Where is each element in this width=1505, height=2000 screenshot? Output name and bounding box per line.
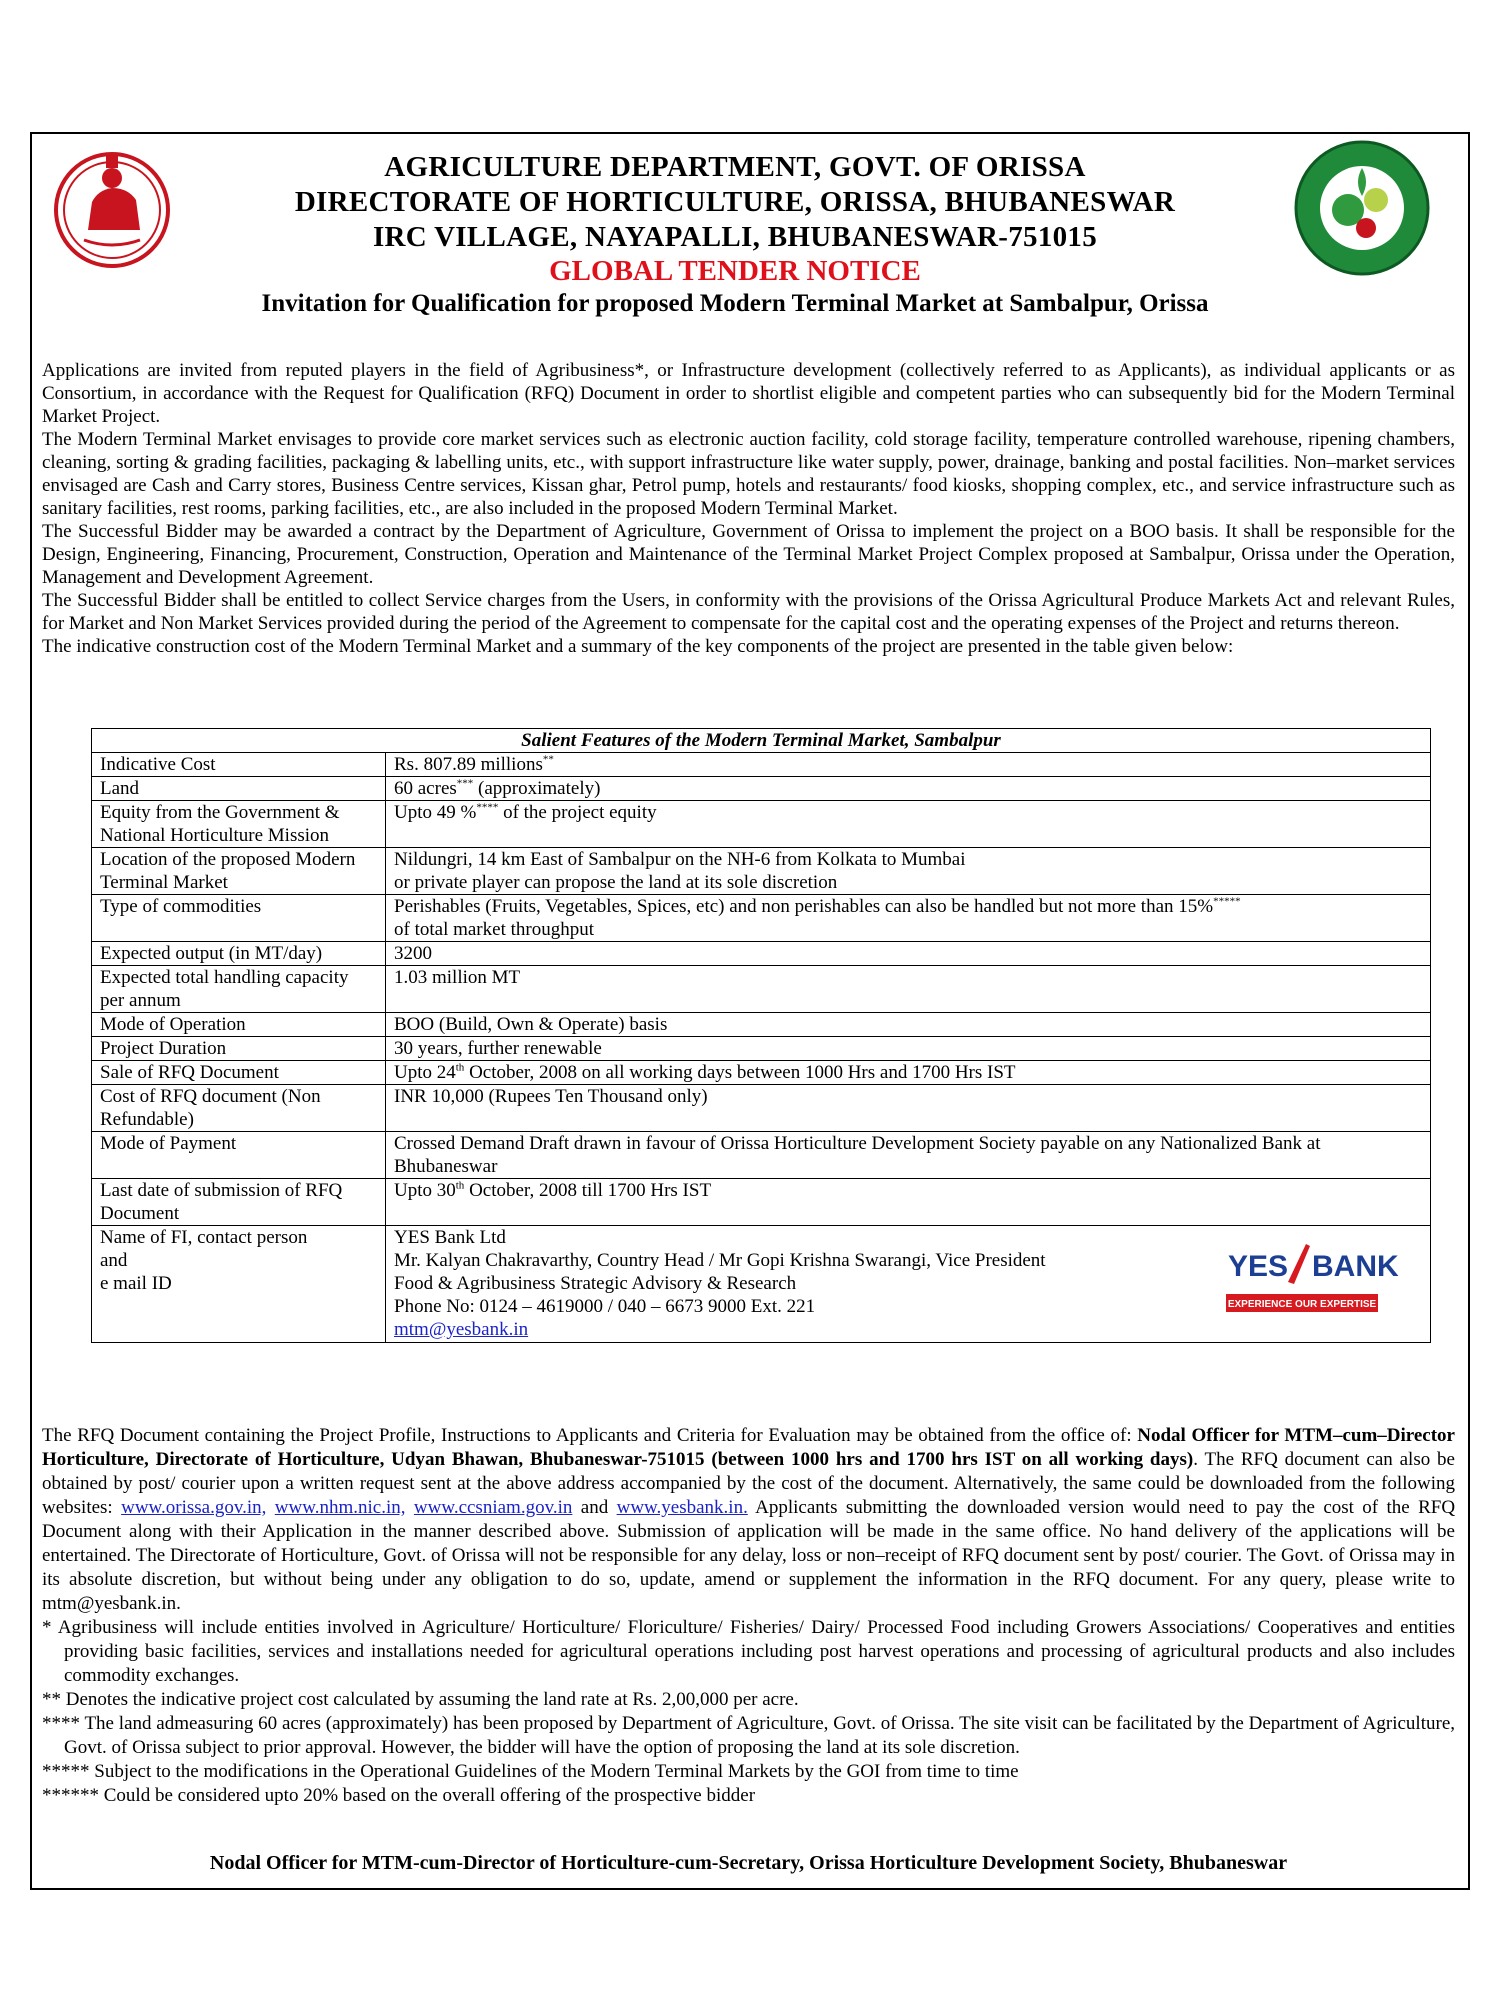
website-link-orissa[interactable]: www.orissa.gov.in, (121, 1497, 267, 1518)
row-label: Last date of submission of RFQ Document (92, 1179, 386, 1226)
row-value: 1.03 million MT (386, 966, 1431, 1013)
table-row (92, 848, 1431, 895)
row-label: Equity from the Government & National Horticulture Mission (92, 801, 386, 848)
intro-text (42, 359, 1455, 658)
notice-subtitle: Invitation for Qualification for proposed Modern Terminal Market at Sambalpur, Orissa (261, 290, 1209, 317)
contact-line: Mr. Kalyan Chakravarthy, Country Head / Mr Gopi Krishna Swarangi, Vice President (394, 1250, 1046, 1271)
contact-value (386, 1226, 1431, 1343)
table-row (92, 1037, 1431, 1061)
footnote: **** The land admeasuring 60 acres (approximately) has been proposed by Department of Agriculture, Govt. of Orissa. The site visit can be facilitated by the Department of Agriculture, Govt. of Orissa subject to prior approval. However, the bidder will have the option of proposing the land at its sole discretion. (42, 1713, 1455, 1758)
row-label: Expected total handling capacity per annum (92, 966, 386, 1013)
footnote: ** Denotes the indicative project cost calculated by assuming the land rate at Rs. 2,00,000 per acre. (42, 1689, 799, 1710)
row-value: Upto 24th October, 2008 on all working days between 1000 Hrs and 1700 Hrs IST (386, 1061, 1431, 1085)
website-link-nhm[interactable]: www.nhm.nic.in, (274, 1497, 406, 1518)
svg-text:BANK: BANK (1312, 1250, 1399, 1283)
website-link-yesbank[interactable]: www.yesbank.in. (616, 1497, 748, 1518)
row-label: Indicative Cost (92, 753, 386, 777)
row-label: Expected output (in MT/day) (92, 942, 386, 966)
signature-line: Nodal Officer for MTM-cum-Director of Horticulture-cum-Secretary, Orissa Horticulture Development Society, Bhubaneswar (209, 1852, 1288, 1874)
notice-header (190, 150, 1280, 320)
svg-text:YES: YES (1228, 1250, 1289, 1283)
paragraph: The indicative construction cost of the Modern Terminal Market and a summary of the key components of the project are presented in the table given below: (42, 636, 1234, 657)
paragraph: Applications are invited from reputed players in the field of Agribusiness*, or Infrastructure development (collectively referred to as Applicants), as individual applicants or as Consortium, in accordance with the Request for Qualification (RFQ) Document in order to shortlist eligible and competent parties who can subsequently bid for the Modern Terminal Market Project. (42, 360, 1455, 427)
notice-title: GLOBAL TENDER NOTICE (549, 255, 921, 287)
contact-line: Phone No: 0124 – 4619000 / 040 – 6673 9000 Ext. 221 (394, 1296, 816, 1317)
table-row (92, 1085, 1431, 1132)
row-label: Mode of Payment (92, 1132, 386, 1179)
row-value: Nildungri, 14 km East of Sambalpur on the NH-6 from Kolkata to Mumbai or private player can propose the land at its sole discretion (386, 848, 1431, 895)
contact-email-link[interactable]: mtm@yesbank.in (394, 1319, 529, 1340)
row-value: Perishables (Fruits, Vegetables, Spices, etc) and non perishables can also be handled but not more than 15%***** of total market throughput (386, 895, 1431, 942)
paragraph: The Successful Bidder may be awarded a contract by the Department of Agriculture, Government of Orissa to implement the project on a BOO basis. It shall be responsible for the Design, Engineering, Financing, Procurement, Construction, Operation and Maintenance of the Terminal Market Project Complex proposed at Sambalpur, Orissa under the Operation, Management and Development Agreement. (42, 521, 1455, 588)
nhm-emblem-icon (1292, 138, 1432, 278)
svg-text:EXPERIENCE OUR EXPERTISE: EXPERIENCE OUR EXPERTISE (1227, 1299, 1377, 1310)
salient-features-table (91, 728, 1431, 1343)
footnote: ****** Could be considered upto 20% based on the overall offering of the prospective bidder (42, 1785, 756, 1806)
footnote: ***** Subject to the modifications in the Operational Guidelines of the Modern Terminal Markets by the GOI from time to time (42, 1761, 1019, 1782)
row-value: BOO (Build, Own & Operate) basis (386, 1013, 1431, 1037)
table-title: Salient Features of the Modern Terminal Market, Sambalpur (92, 729, 1431, 753)
table-row (92, 895, 1431, 942)
address-title: IRC VILLAGE, NAYAPALLI, BHUBANESWAR-751015 (372, 221, 1098, 253)
row-value: Rs. 807.89 millions** (386, 753, 1431, 777)
orissa-emblem-icon (48, 142, 176, 270)
table-row (92, 966, 1431, 1013)
row-value: Crossed Demand Draft drawn in favour of Orissa Horticulture Development Society payable on any Nationalized Bank at Bhubaneswar (386, 1132, 1431, 1179)
rfq-instructions (42, 1424, 1455, 1808)
row-value: Upto 30th October, 2008 till 1700 Hrs IST (386, 1179, 1431, 1226)
row-label: Type of commodities (92, 895, 386, 942)
table-row (92, 1061, 1431, 1085)
table-row (92, 753, 1431, 777)
table-row (92, 1226, 1431, 1343)
yes-bank-logo (1222, 1238, 1399, 1322)
table-row (92, 1132, 1431, 1179)
row-label: Sale of RFQ Document (92, 1061, 386, 1085)
department-title: AGRICULTURE DEPARTMENT, GOVT. OF ORISSA (384, 151, 1086, 183)
contact-label: Name of FI, contact person and e mail ID (92, 1226, 386, 1343)
row-label: Location of the proposed Modern Terminal Market (92, 848, 386, 895)
table-row (92, 777, 1431, 801)
table-row (92, 942, 1431, 966)
directorate-title: DIRECTORATE OF HORTICULTURE, ORISSA, BHUBANESWAR (294, 186, 1176, 218)
row-label: Land (92, 777, 386, 801)
rfq-paragraph: The RFQ Document containing the Project Profile, Instructions to Applicants and Criteria for Evaluation may be obtained from the office of: Nodal Officer for MTM–cum–Director Horticulture, Directorate of Horticulture, Udyan Bhawan, Bhubaneswar-751015 (between 1000 hrs and 1700 hrs IST on all working days). The RFQ document can also be obtained by post/ courier upon a written request sent at the above address accompanied by the cost of the document. Alternatively, the same could be downloaded from the following websites: www.orissa.gov.in, www.nhm.nic.in, www.ccsniam.gov.in and www.yesbank.in. Applicants submitting the downloaded version would need to pay the cost of the RFQ Document along with their Application in the manner described above. Submission of application will be made in the same office. No hand delivery of the applications will be entertained. The Directorate of Horticulture, Govt. of Orissa will not be responsible for any delay, loss or non–receipt of RFQ document sent by post/ courier. The Govt. of Orissa may in its absolute discretion, but without being under any obligation to do so, update, amend or supplement the information in the RFQ document. For any query, please write to mtm@yesbank.in. (42, 1425, 1456, 1614)
table-row (92, 1179, 1431, 1226)
row-value: 30 years, further renewable (386, 1037, 1431, 1061)
website-link-ccsniam[interactable]: www.ccsniam.gov.in (413, 1497, 573, 1518)
row-value: INR 10,000 (Rupees Ten Thousand only) (386, 1085, 1431, 1132)
table-row (92, 1013, 1431, 1037)
row-value: 3200 (386, 942, 1431, 966)
paragraph: The Modern Terminal Market envisages to provide core market services such as electronic auction facility, cold storage facility, temperature controlled warehouse, ripening chambers, cleaning, sorting & grading facilities, packaging & labelling units, etc., with support infrastructure like water supply, power, drainage, banking and postal facilities. Non–market services envisaged are Cash and Carry stores, Business Centre services, Kissan ghar, Petrol pump, hotels and restaurants/ food kiosks, shopping complex, etc., and service infrastructure such as sanitary facilities, rest rooms, parking facilities, etc., are also included in the proposed Modern Terminal Market. (42, 429, 1455, 519)
row-value: Upto 49 %**** of the project equity (386, 801, 1431, 848)
contact-line: YES Bank Ltd (394, 1227, 506, 1248)
row-label: Mode of Operation (92, 1013, 386, 1037)
paragraph: The Successful Bidder shall be entitled to collect Service charges from the Users, in conformity with the provisions of the Orissa Agricultural Produce Markets Act and relevant Rules, for Market and Non Market Services provided during the period of the Agreement to compensate for the capital cost and the operating expenses of the Project and returns thereon. (42, 590, 1455, 634)
footnote: * Agribusiness will include entities involved in Agriculture/ Horticulture/ Floriculture/ Fisheries/ Dairy/ Processed Food including Growers Associations/ Cooperatives and entities providing basic facilities, services and installations needed for agricultural operations including post harvest operations and processing of agricultural products and also includes commodity exchanges. (42, 1617, 1455, 1686)
row-value: 60 acres*** (approximately) (386, 777, 1431, 801)
contact-line: Food & Agribusiness Strategic Advisory & Research (394, 1273, 797, 1294)
table-row (92, 801, 1431, 848)
row-label: Project Duration (92, 1037, 386, 1061)
row-label: Cost of RFQ document (Non Refundable) (92, 1085, 386, 1132)
